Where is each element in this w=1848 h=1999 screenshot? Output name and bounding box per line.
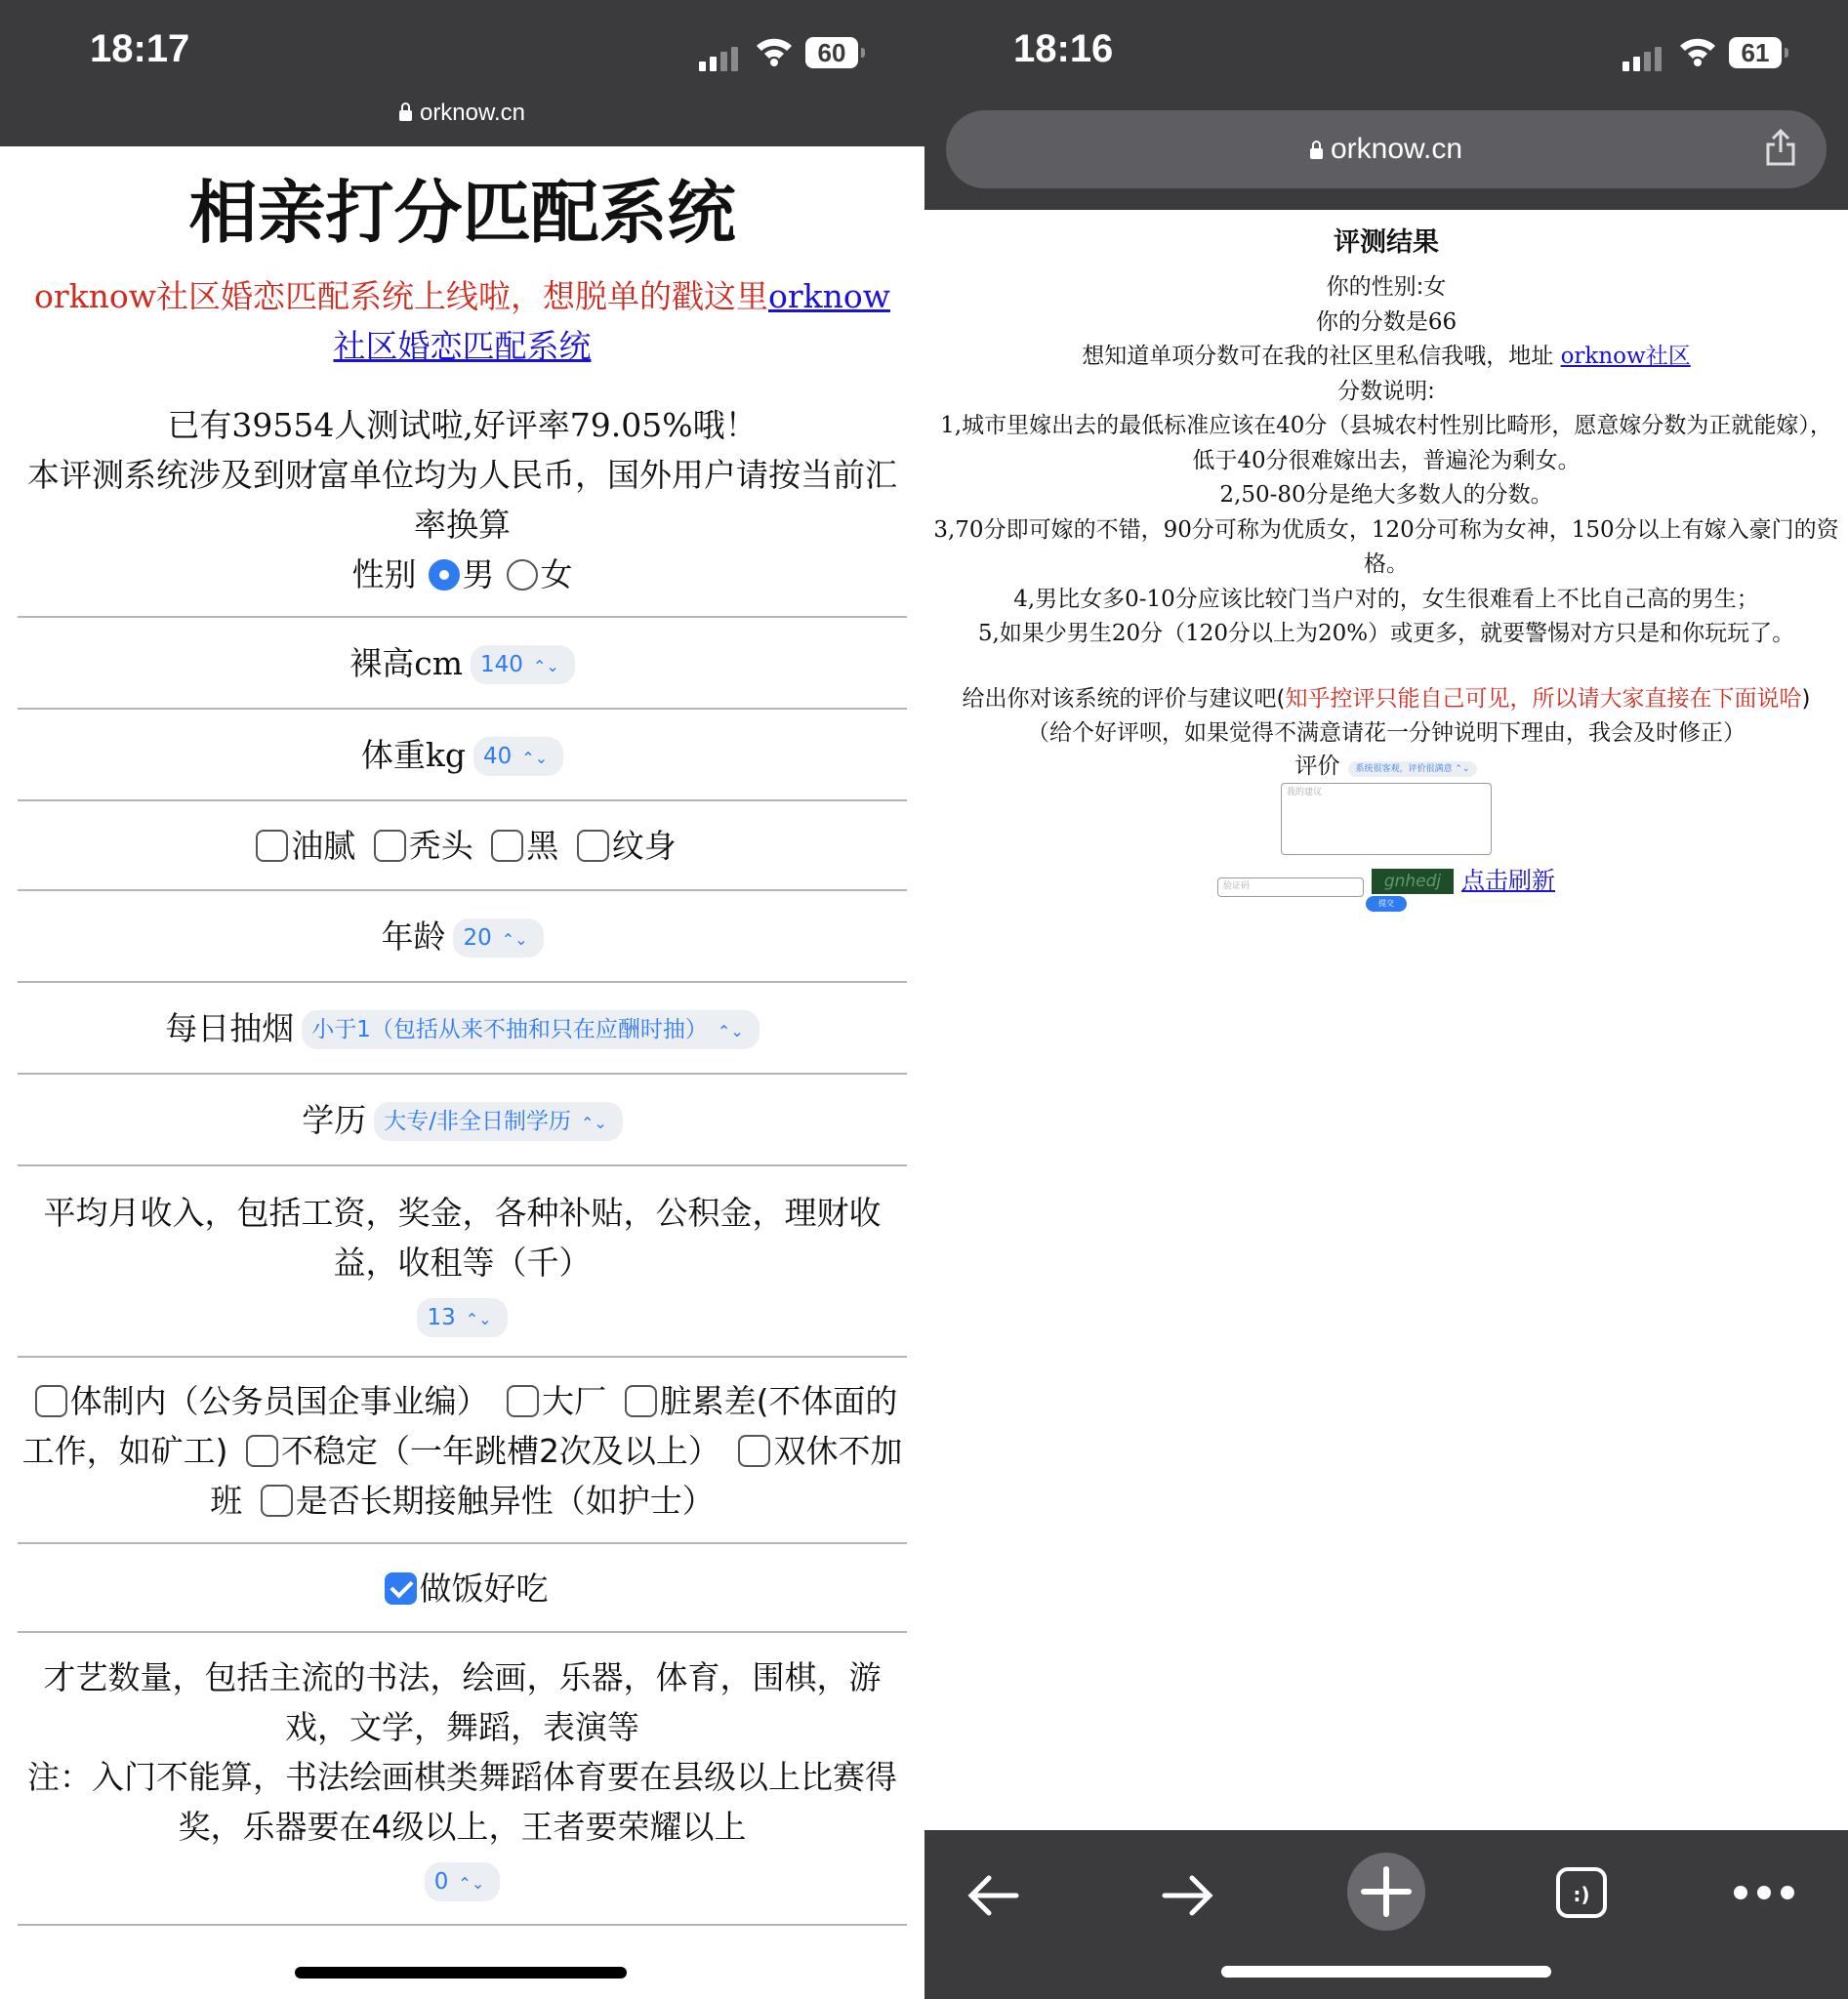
captcha-image-text: gnhedj — [1383, 871, 1442, 891]
wifi-icon — [755, 35, 794, 66]
cellular-signal-icon — [1622, 47, 1662, 71]
age-row — [18, 889, 907, 981]
job-checkbox-tizhi[interactable] — [35, 1385, 67, 1417]
result-detail — [930, 340, 1842, 375]
cellular-signal-icon — [699, 47, 738, 71]
weight-label: 体重kg — [360, 736, 467, 774]
right-phone-screen — [924, 0, 1848, 1999]
chevron-updown-icon: ⌃⌄ — [521, 749, 549, 767]
job-checkbox-zanglei[interactable] — [625, 1385, 657, 1417]
submit-button[interactable]: 提交 — [1366, 896, 1407, 912]
gender-row — [18, 550, 907, 599]
battery-level: 60 — [817, 38, 846, 67]
weight-value: 40 — [483, 744, 513, 769]
explain-item-5: 5,如果少男生20分（120分以上为20%）或更多，就要警惕对方只是和你玩玩了。 — [977, 621, 1795, 646]
url-text: orknow.cn — [419, 100, 526, 126]
captcha-row — [930, 865, 1842, 898]
height-value: 140 — [480, 652, 523, 677]
result-page — [924, 210, 1848, 912]
weight-row — [18, 708, 907, 799]
explain-item-2: 2,50-80分是绝大多数人的分数。 — [1219, 482, 1553, 508]
explain-title: 分数说明: — [1337, 378, 1435, 404]
trait-checkbox-tattoo[interactable] — [577, 830, 609, 862]
job-label-buwending: 不稳定（一年跳槽2次及以上） — [280, 1432, 720, 1470]
rating-label: 评价 — [1294, 753, 1340, 779]
url-bar[interactable] — [0, 100, 924, 127]
lock-icon — [1310, 148, 1323, 159]
survey-form — [0, 146, 924, 1963]
explain-item-1: 1,城市里嫁出去的最低标准应该在40分（县城农村性别比畸形，愿意嫁分数为正就能嫁），低于40分很难嫁出去，普遍沦为剩女。 — [940, 413, 1832, 473]
trait-checkbox-dark[interactable] — [491, 830, 523, 862]
captcha-image — [1372, 869, 1454, 894]
smoking-select[interactable] — [302, 1010, 759, 1049]
height-select[interactable] — [471, 645, 575, 684]
job-label-zanglei: 脏累差(不体面的工作，如矿工) — [21, 1382, 898, 1470]
result-gender: 你的性别:女 — [1326, 274, 1447, 300]
education-select[interactable] — [374, 1102, 623, 1141]
trait-checkbox-oily[interactable] — [256, 830, 288, 862]
wifi-icon — [1678, 35, 1717, 66]
explain-item-4: 4,男比女多0-10分应该比较门当户对的，女生很难看上不比自己高的男生； — [1013, 586, 1759, 612]
suggestion-placeholder: 我的建议 — [1287, 787, 1323, 797]
smoking-row — [18, 981, 907, 1073]
home-indicator[interactable] — [1221, 1966, 1551, 1978]
gender-male-radio[interactable] — [429, 559, 460, 591]
battery-icon — [1729, 37, 1782, 68]
svg-text::): :) — [1573, 1883, 1590, 1906]
trait-label-dark: 黑 — [526, 827, 559, 865]
more-options-icon[interactable] — [1733, 1885, 1795, 1900]
status-time: 18:17 — [90, 27, 190, 70]
income-label: 平均月收入，包括工资，奖金，各种补贴，公积金，理财收益，收租等（千） — [43, 1194, 882, 1282]
age-value: 20 — [463, 925, 492, 951]
talent-row — [18, 1631, 907, 1924]
status-bar — [924, 0, 1848, 210]
job-row — [18, 1356, 907, 1542]
captcha-refresh-link[interactable]: 点击刷新 — [1461, 866, 1555, 894]
promo-banner — [18, 271, 907, 371]
gender-female-radio[interactable] — [507, 559, 538, 591]
next-row-divider — [18, 1924, 907, 1963]
address-bar[interactable] — [946, 110, 1827, 188]
trait-label-oily: 油腻 — [291, 827, 356, 865]
rating-row — [930, 752, 1842, 781]
cooking-row — [18, 1542, 907, 1631]
trait-label-tattoo: 纹身 — [611, 827, 677, 865]
status-time: 18:16 — [1013, 27, 1114, 70]
chevron-updown-icon: ⌃⌄ — [501, 930, 528, 949]
stats-text: 已有39554人测试啦,好评率79.05%哦！ — [167, 406, 758, 444]
feedback-prompt-text: 给出你对该系统的评价与建议吧( — [962, 685, 1286, 712]
height-label: 裸高cm — [349, 644, 464, 682]
feedback-close: ) — [1801, 685, 1811, 712]
share-icon[interactable] — [1764, 128, 1797, 167]
feedback-warning: 知乎控评只能自己可见，所以请大家直接在下面说哈 — [1285, 685, 1802, 712]
gender-female-label: 女 — [540, 555, 573, 593]
chevron-updown-icon: ⌃⌄ — [717, 1022, 744, 1040]
smoking-label: 每日抽烟 — [165, 1009, 295, 1047]
suggestion-textarea[interactable] — [1281, 783, 1492, 855]
job-label-shuangxiu: 双休不加班 — [210, 1432, 903, 1520]
page-title: 相亲打分匹配系统 — [188, 173, 736, 253]
height-row — [18, 616, 907, 708]
battery-icon — [805, 37, 858, 68]
traits-row — [18, 799, 907, 889]
result-score: 你的分数是66 — [1315, 308, 1458, 335]
education-value: 大专/非全日制学历 — [384, 1109, 571, 1134]
job-checkbox-dachang[interactable] — [507, 1385, 539, 1417]
new-tab-plus-icon[interactable] — [1346, 1852, 1426, 1932]
promo-link[interactable]: orknow社区婚恋匹配系统 — [333, 277, 891, 365]
trait-label-bald: 秃头 — [408, 827, 473, 865]
status-bar — [0, 0, 924, 146]
job-checkbox-shuangxiu[interactable] — [738, 1435, 770, 1467]
forward-arrow-icon[interactable] — [1159, 1871, 1217, 1920]
feedback-note: （给个好评呗，如果觉得不满意请花一分钟说明下理由，我会及时修正） — [1027, 720, 1745, 746]
chevron-updown-icon: ⌃⌄ — [465, 1310, 492, 1328]
gender-male-label: 男 — [462, 555, 495, 593]
chevron-updown-icon: ⌃⌄ — [532, 657, 559, 675]
cooking-checkbox[interactable] — [385, 1572, 417, 1605]
promo-text: orknow社区婚恋匹配系统上线啦，想脱单的戳这里 — [33, 277, 768, 315]
income-value: 13 — [427, 1305, 456, 1330]
result-title: 评测结果 — [1334, 227, 1439, 258]
home-indicator[interactable] — [295, 1967, 627, 1979]
lock-icon — [399, 110, 412, 121]
cooking-label: 做饭好吃 — [419, 1570, 549, 1608]
back-arrow-icon[interactable] — [964, 1871, 1022, 1920]
weight-select[interactable] — [473, 737, 563, 776]
captcha-placeholder: 验证码 — [1223, 880, 1251, 891]
rating-select[interactable]: 系统很客观，评价很满意 ⌃⌄ — [1348, 761, 1478, 777]
explain-item-3: 3,70分即可嫁的不错，90分可称为优质女，120分可称为女神，150分以上有嫁入豪门的资格。 — [933, 516, 1839, 577]
captcha-input[interactable] — [1217, 877, 1364, 897]
job-checkbox-buwending[interactable] — [246, 1435, 278, 1467]
talent-label: 才艺数量，包括主流的书法，绘画，乐器，体育，围棋，游戏，文学，舞蹈，表演等 — [43, 1658, 882, 1746]
chevron-updown-icon: ⌃⌄ — [458, 1874, 485, 1893]
talent-select[interactable] — [425, 1862, 500, 1901]
battery-level: 61 — [1741, 38, 1770, 67]
gender-label: 性别 — [351, 555, 417, 593]
education-label: 学历 — [302, 1101, 367, 1139]
income-select[interactable] — [417, 1298, 507, 1337]
url-text: orknow.cn — [1330, 133, 1463, 165]
age-label: 年龄 — [381, 918, 446, 956]
feedback-prompt — [930, 682, 1842, 717]
age-select[interactable] — [453, 918, 543, 958]
job-checkbox-yixing[interactable] — [261, 1485, 293, 1517]
result-detail-text: 想知道单项分数可在我的社区里私信我哦，地址 — [1082, 344, 1561, 369]
talent-value: 0 — [433, 1869, 449, 1895]
education-row — [18, 1073, 907, 1164]
chevron-updown-icon: ⌃⌄ — [580, 1114, 607, 1132]
smoking-value: 小于1（包括从来不抽和只在应酬时抽） — [311, 1017, 708, 1042]
job-label-tizhi: 体制内（公务员国企事业编） — [69, 1382, 489, 1420]
tabs-smiley-icon[interactable] — [1554, 1865, 1609, 1920]
community-link[interactable]: orknow社区 — [1560, 344, 1691, 369]
trait-checkbox-bald[interactable] — [374, 830, 406, 862]
job-label-dachang: 大厂 — [542, 1382, 607, 1420]
currency-notice: 本评测系统涉及到财富单位均为人民币，国外用户请按当前汇率换算 — [27, 456, 897, 544]
talent-note: 注：入门不能算，书法绘画棋类舞蹈体育要在县级以上比赛得奖，乐器要在4级以上，王者要荣耀以上 — [27, 1758, 897, 1846]
browser-toolbar — [924, 1830, 1848, 1999]
job-label-yixing: 是否长期接触异性（如护士） — [295, 1482, 715, 1520]
rating-value: 系统很客观，评价很满意 — [1355, 763, 1453, 774]
income-row — [18, 1164, 907, 1356]
